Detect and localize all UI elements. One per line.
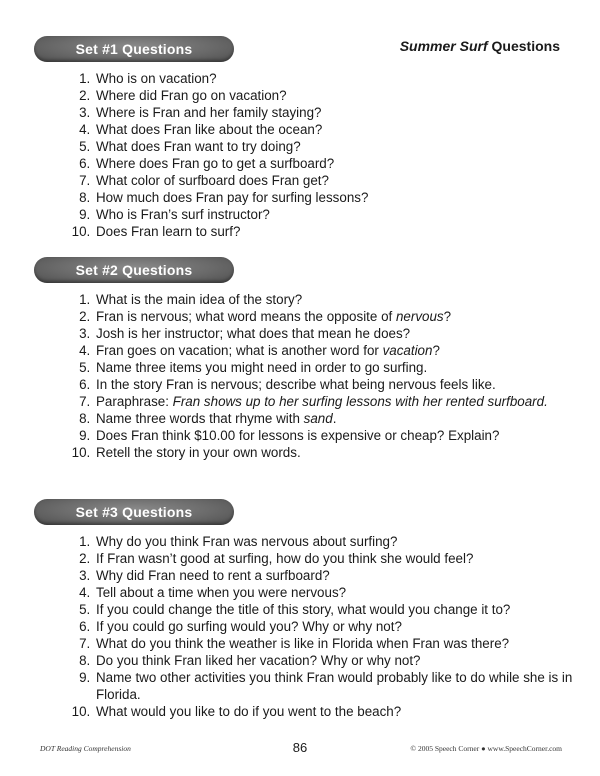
set-3-question-list [66, 533, 594, 720]
footer-copyright: © 2005 Speech Corner ● www.SpeechCorner.com [410, 744, 562, 753]
set-2-question-9: 9. Does Fran think $10.00 for lessons is expensive or cheap? Explain? [94, 427, 594, 444]
set-3-question-7: 7. What do you think the weather is like in Florida when Fran was there? [94, 635, 594, 652]
q8-end: . [332, 411, 337, 426]
set-2-question-4 [94, 342, 594, 359]
set-2-question-list [66, 291, 594, 461]
document-title [400, 38, 560, 54]
set-1-question-10: 10. Does Fran learn to surf? [94, 223, 594, 240]
set-3-question-8: 8. Do you think Fran liked her vacation? Why or why not? [94, 652, 594, 669]
set-2-question-6: 6. In the story Fran is nervous; describe what being nervous feels like. [94, 376, 594, 393]
set-3-question-6: 6. If you could go surfing would you? Why or why not? [94, 618, 594, 635]
set-1-question-7: 7. What color of surfboard does Fran get? [94, 172, 594, 189]
q2-end: ? [443, 309, 452, 324]
set-1-question-list [66, 70, 594, 240]
set-3-question-4: 4. Tell about a time when you were nervous? [94, 584, 594, 601]
set-1-question-3: 3. Where is Fran and her family staying? [94, 104, 594, 121]
q4-text: Fran goes on vacation; what is another word for [96, 343, 383, 358]
set-1-heading: Set #1 Questions [34, 36, 234, 62]
set-1-question-6: 6. Where does Fran go to get a surfboard? [94, 155, 594, 172]
q7-italic-sentence: Fran shows up to her surfing lessons with her rented surfboard. [172, 394, 548, 409]
set-3-question-2: 2. If Fran wasn’t good at surfing, how do you think she would feel? [94, 550, 594, 567]
set-1-question-9: 9. Who is Fran’s surf instructor? [94, 206, 594, 223]
page-number: 86 [292, 740, 308, 755]
footer-source: DOT Reading Comprehension [40, 744, 131, 753]
set-2-question-7 [94, 393, 594, 410]
set-3-question-5: 5. If you could change the title of this story, what would you change it to? [94, 601, 594, 618]
set-1-question-2: 2. Where did Fran go on vacation? [94, 87, 594, 104]
set-1-question-5: 5. What does Fran want to try doing? [94, 138, 594, 155]
set-3-heading: Set #3 Questions [34, 499, 234, 525]
set-1-question-4: 4. What does Fran like about the ocean? [94, 121, 594, 138]
set-2-question-1: 1. What is the main idea of the story? [94, 291, 594, 308]
q4-italic-word: vacation [382, 343, 433, 358]
set-3-question-10: 10. What would you like to do if you went to the beach? [94, 703, 594, 720]
q2-text: Fran is nervous; what word means the opposite of [96, 309, 396, 324]
set-1-question-8: 8. How much does Fran pay for surfing lessons? [94, 189, 594, 206]
set-3-question-9: 9. Name two other activities you think Fran would probably like to do while she is in Florida. [94, 669, 594, 703]
set-1-question-1: 1. Who is on vacation? [94, 70, 594, 87]
set-2-question-10: 10. Retell the story in your own words. [94, 444, 594, 461]
q8-italic-word: sand [303, 411, 333, 426]
q4-end: ? [432, 343, 440, 358]
q2-italic-word: nervous [395, 309, 444, 324]
set-2-question-8 [94, 410, 594, 427]
set-3-question-1: 1. Why do you think Fran was nervous about surfing? [94, 533, 594, 550]
title-rest-part: Questions [487, 38, 560, 54]
q8-text: Name three words that rhyme with [96, 411, 304, 426]
set-2-heading: Set #2 Questions [34, 257, 234, 283]
set-2-question-2 [94, 308, 594, 325]
q7-text: Paraphrase: [96, 394, 173, 409]
set-3-question-3: 3. Why did Fran need to rent a surfboard? [94, 567, 594, 584]
set-2-question-5: 5. Name three items you might need in order to go surfing. [94, 359, 594, 376]
set-2-question-3: 3. Josh is her instructor; what does that mean he does? [94, 325, 594, 342]
title-italic-part: Summer Surf [399, 38, 488, 54]
